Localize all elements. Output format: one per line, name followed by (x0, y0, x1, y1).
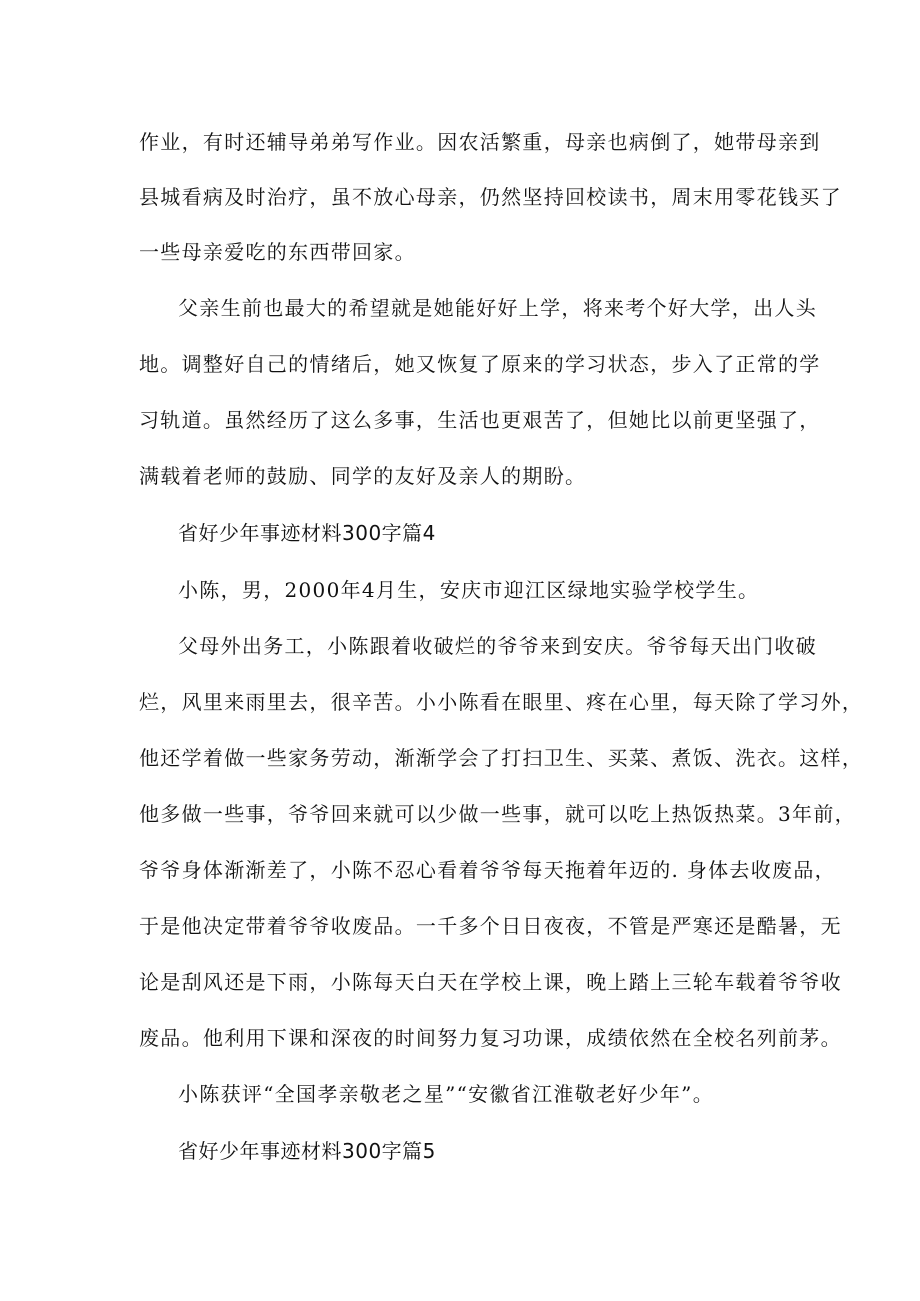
paragraph-line: 一些母亲爱吃的东西带回家。 (139, 240, 416, 264)
paragraph-line: 论是刮风还是下雨，小陈每天白天在学校上课，晚上踏上三轮车载着爷爷收 (139, 970, 842, 994)
paragraph-line: 习轨道。虽然经历了这么多事，生活也更艰苦了，但她比以前更坚强了， (139, 408, 821, 432)
paragraph-line: 县城看病及时治疗，虽不放心母亲，仍然坚持回校读书，周末用零花钱买了 (139, 185, 842, 209)
paragraph-line: 作业，有时还辅导弟弟写作业。因农活繁重，母亲也病倒了，她带母亲到 (139, 130, 821, 154)
paragraph-line: 他还学着做一些家务劳动，渐渐学会了打扫卫生、买菜、煮饭、洗衣。这样， (139, 746, 864, 770)
section-heading: 省好少年事迹材料300字篇4 (178, 521, 436, 545)
paragraph-line: 于是他决定带着爷爷收废品。一千多个日日夜夜，不管是严寒还是酷暑，无 (139, 914, 842, 938)
paragraph-line: 爷爷身体渐渐差了，小陈不忍心看着爷爷每天拖着年迈的. 身体去收废品， (139, 858, 836, 882)
section-heading: 省好少年事迹材料300字篇5 (178, 1139, 436, 1163)
paragraph-line: 父亲生前也最大的希望就是她能好好上学，将来考个好大学，出人头 (178, 296, 817, 320)
paragraph-line: 小陈获评“全国孝亲敬老之星”“安徽省江淮敬老好少年”。 (178, 1082, 714, 1106)
paragraph-line: 小陈，男，2000年4月生，安庆市迎江区绿地实验学校学生。 (178, 578, 760, 602)
paragraph-line: 他多做一些事，爷爷回来就可以少做一些事，就可以吃上热饭热菜。3年前， (139, 802, 856, 826)
paragraph-line: 父母外出务工，小陈跟着收破烂的爷爷来到安庆。爷爷每天出门收破 (178, 634, 817, 658)
paragraph-line: 地。调整好自己的情绪后，她又恢复了原来的学习状态，步入了正常的学 (139, 352, 821, 376)
paragraph-line: 废品。他利用下课和深夜的时间努力复习功课，成绩依然在全校名列前茅。 (139, 1026, 842, 1050)
paragraph-line: 满载着老师的鼓励、同学的友好及亲人的期盼。 (139, 464, 587, 488)
paragraph-line: 烂，风里来雨里去，很辛苦。小小陈看在眼里、疼在心里，每天除了学习外， (139, 690, 864, 714)
